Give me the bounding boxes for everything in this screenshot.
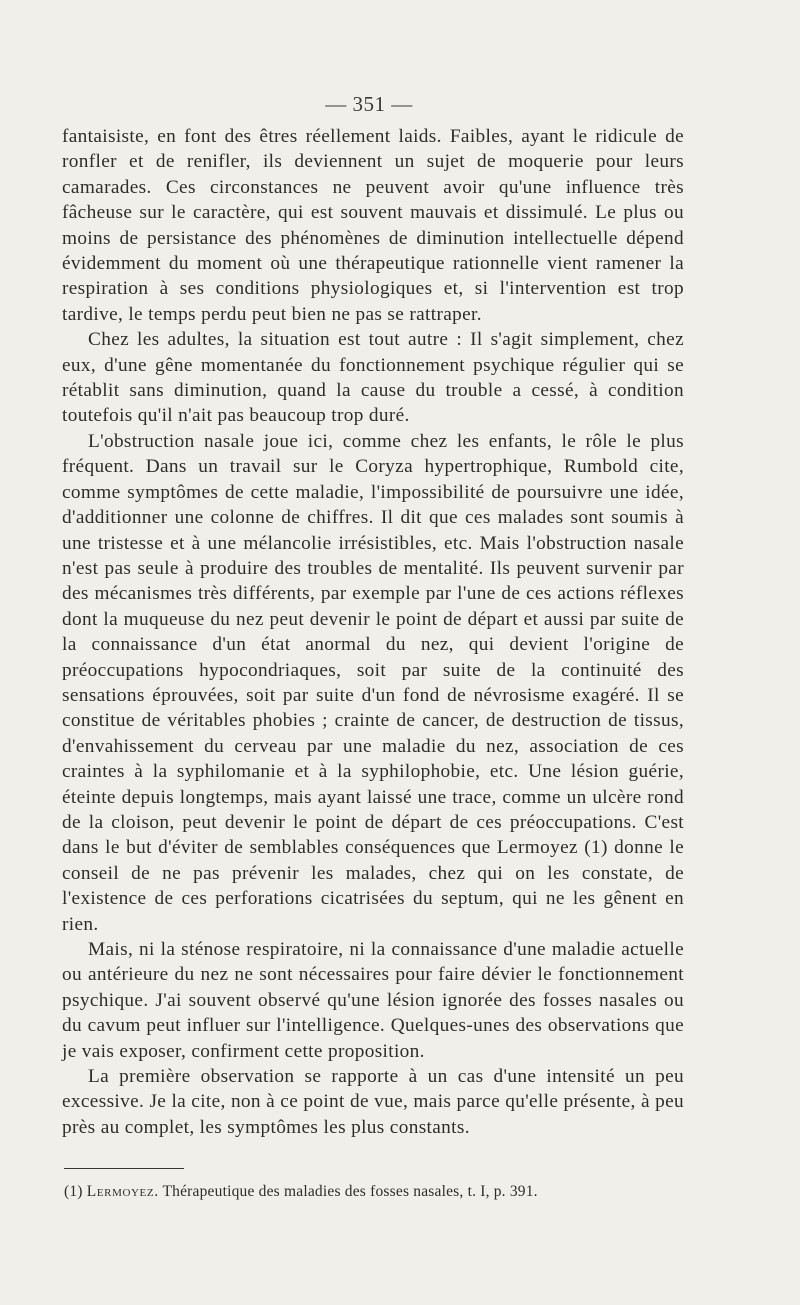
- footnote: [64, 1182, 684, 1202]
- page-number: — 351 —: [325, 92, 413, 116]
- paragraph-3: L'obstruction nasale joue ici, comme chez les enfants, le rôle le plus fréquent. Dans un travail sur le Coryza hypertrophique, Rumbold cite, comme symptômes de cette maladie, l'impossibilité de poursuivre une idée, d'additionner une colonne de chiffres. Il dit que ces malades sont soumis à une tristesse et à une mélancolie irrésistibles, etc. Mais l'obstruction nasale n'est pas seule à produire des troubles de mentalité. Ils peuvent survenir par des mécanismes très différents, par exemple par l'une de ces actions réflexes dont la muqueuse du nez peut devenir le point de départ et aussi par suite de la connaissance d'un état anormal du nez, qui devient l'origine de préoccupations hypocondriaques, soit par suite de la continuité des sensations éprouvées, soit par suite d'un fond de névrosisme exagéré. Il se constitue de véritables phobies ; crainte de cancer, de destruction de tissus, d'envahissement du cerveau par une maladie du nez, association de ces craintes à la syphilomanie et à la syphilophobie, etc. Une lésion guérie, éteinte depuis longtemps, mais ayant laissé une trace, comme un ulcère rond de la cloison, peut devenir le point de départ de ces préoccupations. C'est dans le but d'éviter de semblables conséquences que Lermoyez (1) donne le conseil de ne pas prévenir les malades, chez qui on les constate, de l'existence de ces perforations cicatrisées du septum, qui ne les gênent en rien.: [62, 430, 684, 935]
- paragraph-4: Mais, ni la sténose respiratoire, ni la connaissance d'une maladie actuelle ou antérieure du nez ne sont nécessaires pour faire dévier le fonctionnement psychique. J'ai souvent observé qu'une lésion ignorée des fosses nasales ou du cavum peut influer sur l'intelligence. Quelques-unes des observations que je vais exposer, confirment cette proposition.: [62, 939, 684, 1062]
- footnote-divider: [64, 1168, 184, 1169]
- paragraph-2: Chez les adultes, la situation est tout autre : Il s'agit simplement, chez eux, d'une gêne momentanée du fonctionnement psychique régulier qui se rétablit sans diminution, quand la cause du trouble a cessé, à condition toutefois qu'il n'ait pas beaucoup trop duré.: [62, 329, 684, 427]
- paragraph-1: fantaisiste, en font des êtres réellement laids. Faibles, ayant le ridicule de ronfler et de renifler, ils deviennent un sujet de moquerie pour leurs camarades. Ces circonstances ne peuvent avoir qu'une influence très fâcheuse sur le caractère, qui est souvent mauvais et dissimulé. Le plus ou moins de persistance des phénomènes de diminution intellectuelle dépend évidemment du moment où une thérapeutique rationnelle vient ramener la respiration à ses conditions physiologiques et, si l'intervention est trop tardive, le temps perdu peut bien ne pas se rattraper.: [62, 126, 684, 325]
- paragraph-5: La première observation se rapporte à un cas d'une intensité un peu excessive. Je la cite, non à ce point de vue, mais parce qu'elle présente, à peu près au complet, les symptômes les plus constants.: [62, 1066, 684, 1138]
- body-text: [62, 124, 684, 1140]
- footnote-marker: (1): [64, 1183, 83, 1200]
- footnote-author: Lermoyez.: [86, 1183, 159, 1200]
- footnote-text: Thérapeutique des maladies des fosses nasales, t. I, p. 391.: [162, 1183, 538, 1200]
